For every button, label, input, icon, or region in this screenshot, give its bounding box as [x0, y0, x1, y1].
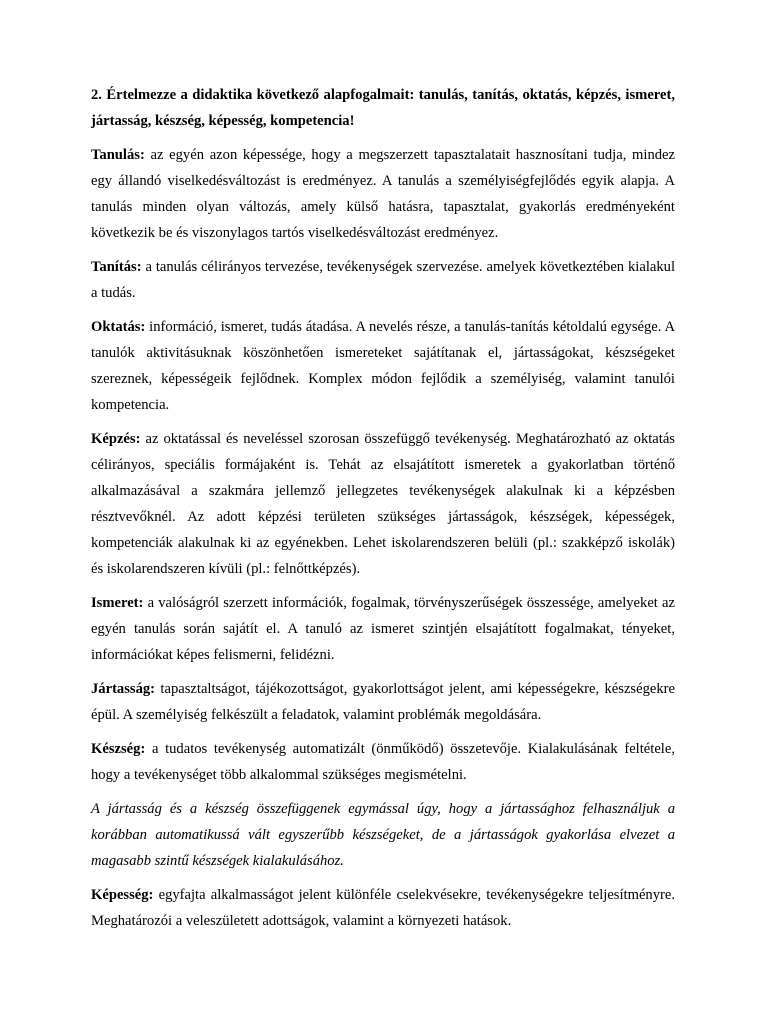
term-label: Oktatás:: [91, 319, 146, 335]
definition-text: a tudatos tevékenység automatizált (önműködő) összetevője. Kialakulásának feltétele, hogy a tevékenységet több alkalommal szükséges megismételni.: [91, 741, 675, 783]
definition-jartassag: [91, 676, 675, 728]
definition-kepzes: [91, 426, 675, 582]
definition-oktatas: [91, 314, 675, 418]
definition-text: az oktatással és neveléssel szorosan összefüggő tevékenység. Meghatározható az oktatás célirányos, speciális formájaként is. Tehát az elsajátított ismeretek a gyakorlatban történő alkalmazásával a szakmára jellemző jellegzetes tevékenységek alakulnak ki a képzésben résztvevőknél. Az adott képzési területen szükséges jártasságok, készségek, képességek, kompetenciák alakulnak ki az egyénekben. Lehet iskolarendszeren belüli (pl.: szakképző iskolák) és iskolarendszeren kívüli (pl.: felnőttképzés).: [91, 431, 675, 577]
document-page: [91, 82, 675, 942]
definition-text: a tanulás célirányos tervezése, tevékenységek szervezése. amelyek következtében kialakul a tudás.: [91, 259, 675, 301]
definition-tanulas: [91, 142, 675, 246]
definition-ismeret: [91, 590, 675, 668]
term-label: Képzés:: [91, 431, 141, 447]
definition-tanitas: [91, 254, 675, 306]
term-label: Jártasság:: [91, 681, 156, 697]
definition-text: egyfajta alkalmasságot jelent különféle cselekvésekre, tevékenységekre teljesítményre. Meghatározói a veleszületett adottságok, valamint a környezeti hatások.: [91, 887, 675, 929]
term-label: Tanítás:: [91, 259, 142, 275]
term-label: Készség:: [91, 741, 146, 757]
italic-note: A jártasság és a készség összefüggenek egymással úgy, hogy a jártassághoz felhasználjuk a korábban automatikussá vált egyszerűbb készségeket, de a jártasságok gyakorlása elvezet a magasabb szintű készségek kialakulásához.: [91, 801, 675, 869]
term-label: Tanulás:: [91, 147, 145, 163]
question-heading: 2. Értelmezze a didaktika következő alapfogalmait: tanulás, tanítás, oktatás, képzés, ismeret, jártasság, készség, képesség, kompetencia!: [91, 87, 675, 129]
definition-text: az egyén azon képessége, hogy a megszerzett tapasztalatait hasznosítani tudja, mindez egy állandó viselkedésváltozást is eredményez. A tanulás a személyiségfejlődés egyik alapja. A tanulás minden olyan változás, amely külső hatásra, tapasztalat, gyakorlás eredményeként következik be és viszonylagos tartós viselkedésváltozást eredményez.: [91, 147, 675, 241]
definition-text: információ, ismeret, tudás átadása. A nevelés része, a tanulás-tanítás kétoldalú egysége. A tanulók aktivitásuknak köszönhetően ismereteket sajátítanak el, jártasságokat, készségeket szereznek, képességeik fejlődnek. Komplex módon fejlődik a személyiség, valamint tanulói kompetencia.: [91, 319, 675, 413]
term-label: Képesség:: [91, 887, 154, 903]
definition-text: a valóságról szerzett információk, fogalmak, törvényszerűségek összessége, amelyeket az egyén tanulás során sajátít el. A tanuló az ismeret szintjén elsajátított fogalmakat, tényeket, információkat képes felismerni, felidézni.: [91, 595, 675, 663]
definition-text: tapasztaltságot, tájékozottságot, gyakorlottságot jelent, ami képességekre, készségekre épül. A személyiség felkészült a feladatok, valamint problémák megoldására.: [91, 681, 675, 723]
term-label: Ismeret:: [91, 595, 144, 611]
definition-keszseg: [91, 736, 675, 788]
definition-kepesseg: [91, 882, 675, 934]
